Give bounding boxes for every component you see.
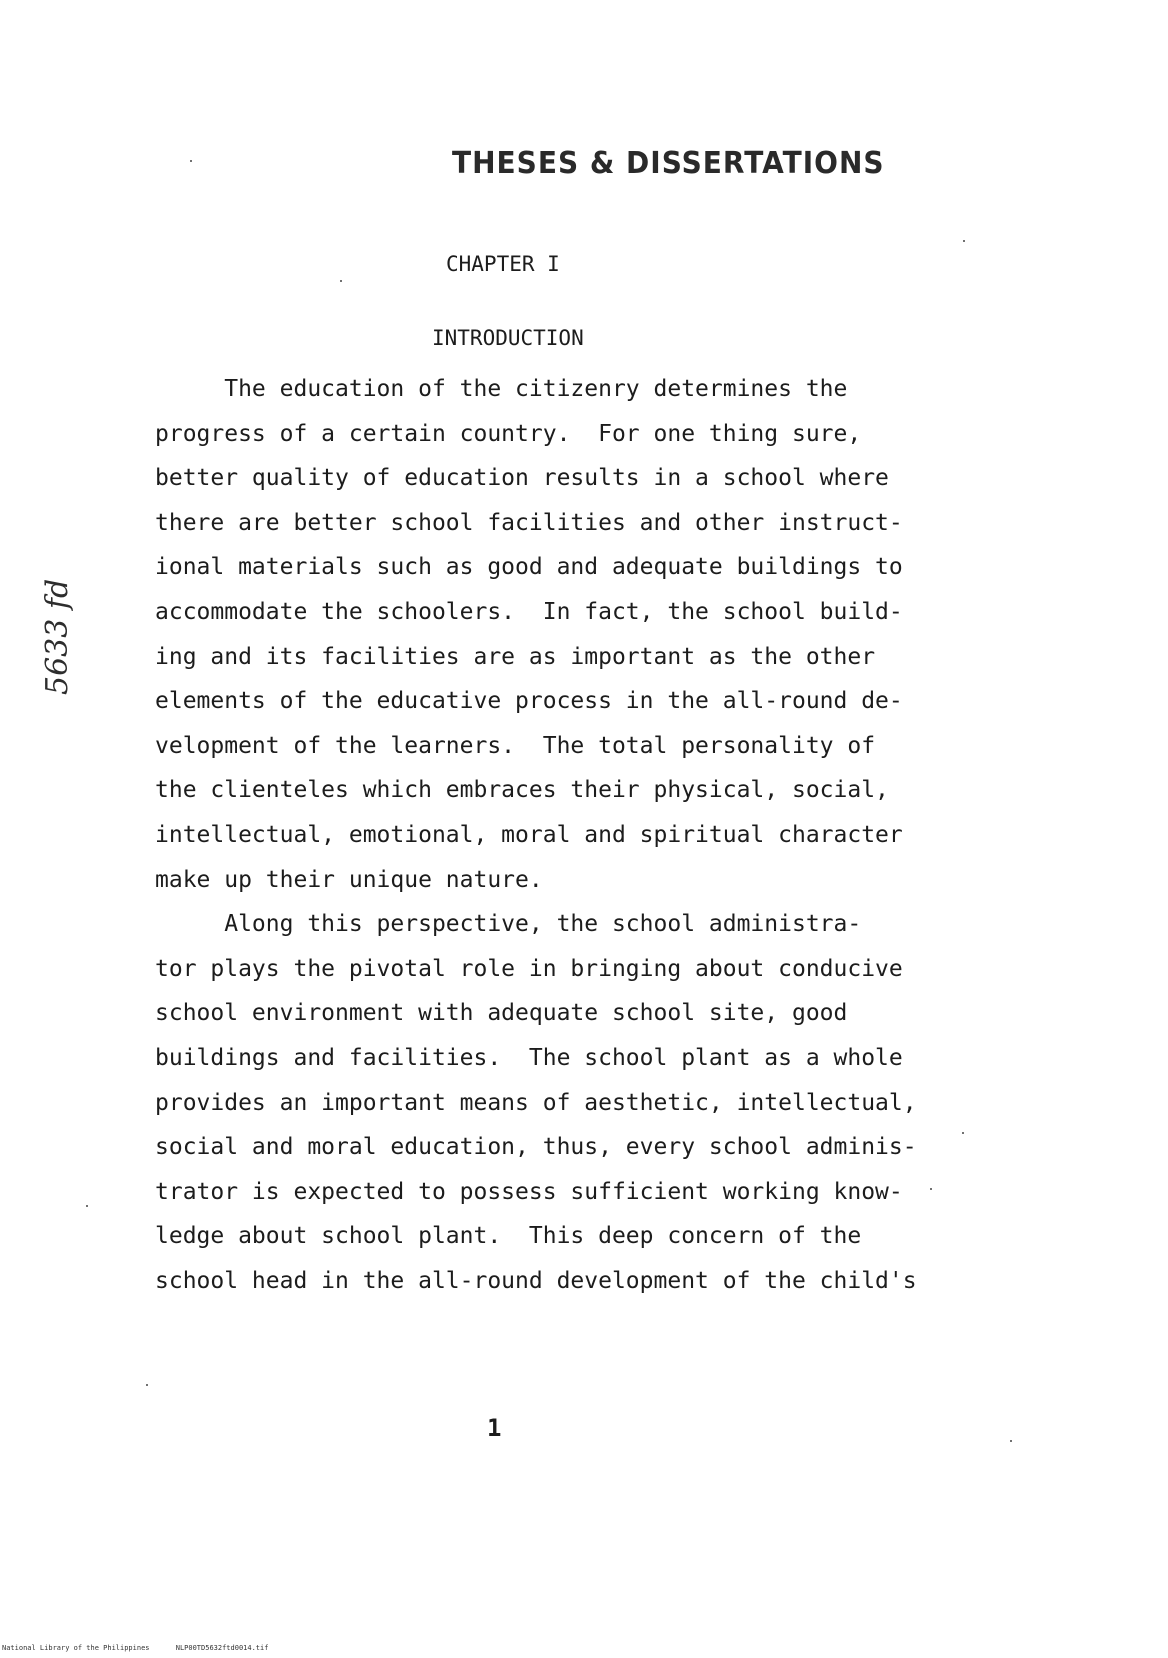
body-line: buildings and facilities. The school plant as a whole <box>155 1045 903 1071</box>
body-line: social and moral education, thus, every school adminis- <box>155 1134 917 1160</box>
body-line: school head in the all-round development of the child's <box>155 1268 917 1294</box>
body-line: velopment of the learners. The total personality of <box>155 733 876 759</box>
chapter-heading: CHAPTER I <box>446 252 560 276</box>
body-line: make up their unique nature. <box>155 867 543 893</box>
handwritten-margin-note: 5633 fd <box>40 578 75 695</box>
scan-speck <box>930 1188 932 1190</box>
footer-file: NLP00TD5632ftd0014.tif <box>175 1644 269 1652</box>
body-line: accommodate the schoolers. In fact, the school build- <box>155 599 903 625</box>
page-number: 1 <box>487 1414 502 1442</box>
body-line: ing and its facilities are as important as the other <box>155 644 876 670</box>
body-line: there are better school facilities and other instruct- <box>155 510 903 536</box>
body-line: The education of the citizenry determines the <box>155 376 848 402</box>
body-line: progress of a certain country. For one thing sure, <box>155 421 862 447</box>
scan-speck <box>1010 1440 1012 1442</box>
body-line: ledge about school plant. This deep concern of the <box>155 1223 862 1249</box>
section-title: INTRODUCTION <box>432 326 584 350</box>
body-line: Along this perspective, the school administra- <box>155 911 862 937</box>
scan-speck <box>146 1384 148 1386</box>
body-line: ional materials such as good and adequate buildings to <box>155 554 903 580</box>
scan-footer <box>2 1644 290 1652</box>
scan-speck <box>962 1132 964 1134</box>
body-line: provides an important means of aesthetic, intellectual, <box>155 1090 917 1116</box>
footer-library: National Library of the Philippines <box>2 1644 150 1652</box>
body-line: intellectual, emotional, moral and spiritual character <box>155 822 903 848</box>
scan-speck <box>86 1205 88 1207</box>
theses-dissertations-stamp: THESES & DISSERTATIONS <box>452 144 885 181</box>
scan-speck <box>340 280 342 282</box>
body-line: school environment with adequate school site, good <box>155 1000 848 1026</box>
scan-speck <box>963 240 965 242</box>
body-line: trator is expected to possess sufficient working know- <box>155 1179 903 1205</box>
body-line: elements of the educative process in the all-round de- <box>155 688 903 714</box>
body-line: better quality of education results in a school where <box>155 465 889 491</box>
scan-speck <box>190 160 192 162</box>
body-line: the clienteles which embraces their physical, social, <box>155 777 889 803</box>
body-line: tor plays the pivotal role in bringing about conducive <box>155 956 903 982</box>
